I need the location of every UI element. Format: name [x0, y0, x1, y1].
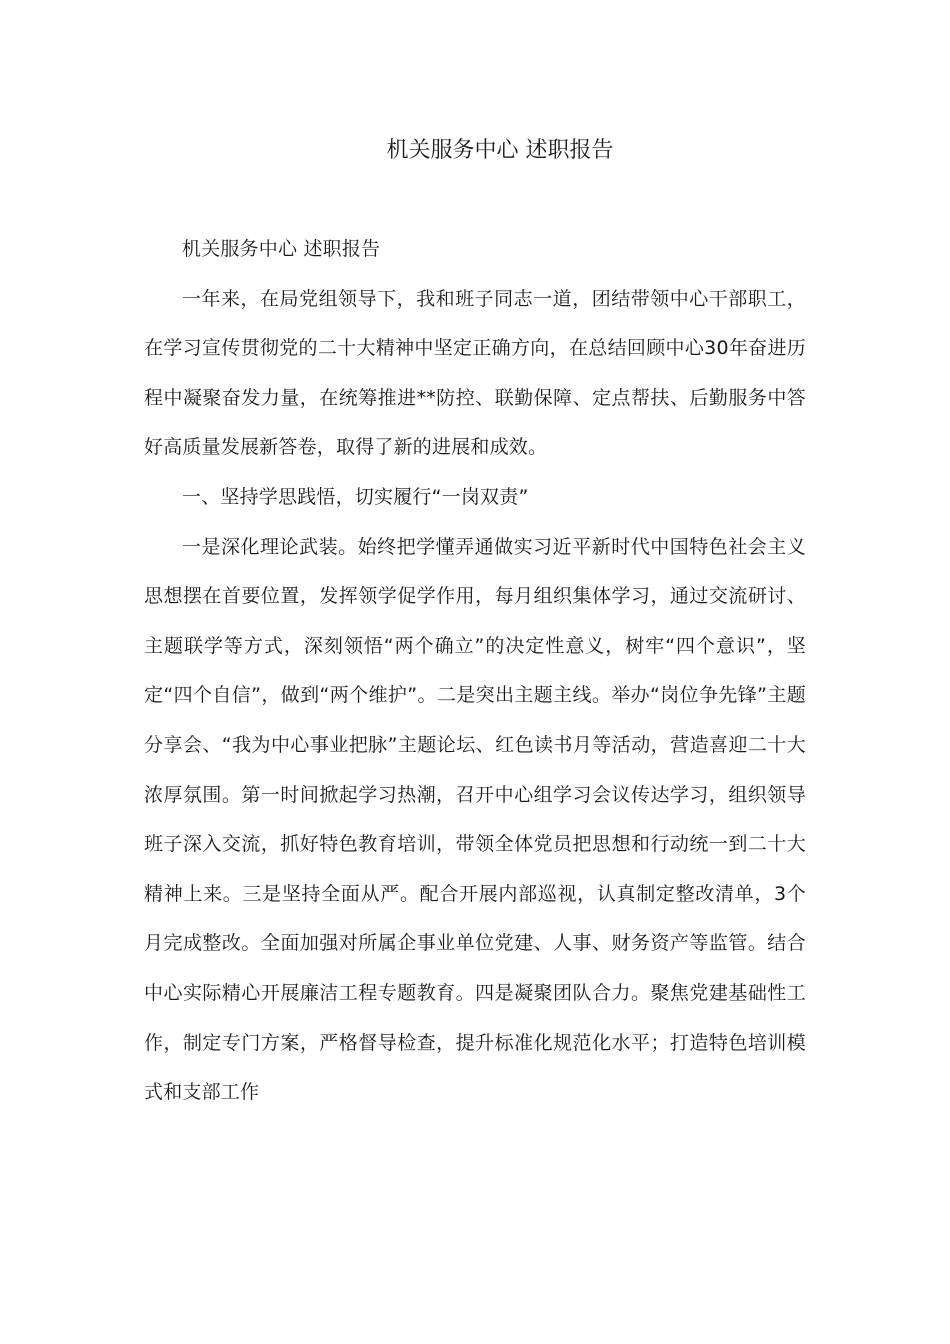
body-paragraph-heading: 机关服务中心 述职报告 — [182, 238, 381, 260]
document-body — [144, 225, 806, 1118]
document-title: 机关服务中心 述职报告 — [386, 138, 614, 163]
section-heading-1: 一、坚持学思践悟，切实履行“一岗双责” — [182, 485, 529, 508]
body-paragraph-intro: 一年来，在局党组领导下，我和班子同志一道，团结带领中心干部职工，在学习宣传贯彻党的二十大精神中坚定正确方向，在总结回顾中心30年奋进历程中凝聚奋发力量，在统筹推进**防控、联勤保障、定点帮扶、后勤服务中答好高质量发展新答卷，取得了新的进展和成效。 — [144, 287, 806, 459]
body-paragraph-section-1: 一是深化理论武装。始终把学懂弄通做实习近平新时代中国特色社会主义思想摆在首要位置，发挥领学促学作用，每月组织集体学习，通过交流研讨、主题联学等方式，深刻领悟“两个确立”的决定性意义，树牢“四个意识”，坚定“四个自信”，做到“两个维护”。二是突出主题主线。举办“岗位争先锋”主题分享会、“我为中心事业把脉”主题论坛、红色读书月等活动，营造喜迎二十大浓厚氛围。第一时间掀起学习热潮，召开中心组学习会议传达学习，组织领导班子深入交流，抓好特色教育培训，带领全体党员把思想和行动统一到二十大精神上来。三是坚持全面从严。配合开展内部巡视，认真制定整改清单，3个月完成整改。全面加强对所属企事业单位党建、人事、财务资产等监管。结合中心实际精心开展廉洁工程专题教育。四是凝聚团队合力。聚焦党建基础性工作，制定专门方案，严格督导检查，提升标准化规范化水平；打造特色培训模式和支部工作 — [144, 535, 806, 1104]
